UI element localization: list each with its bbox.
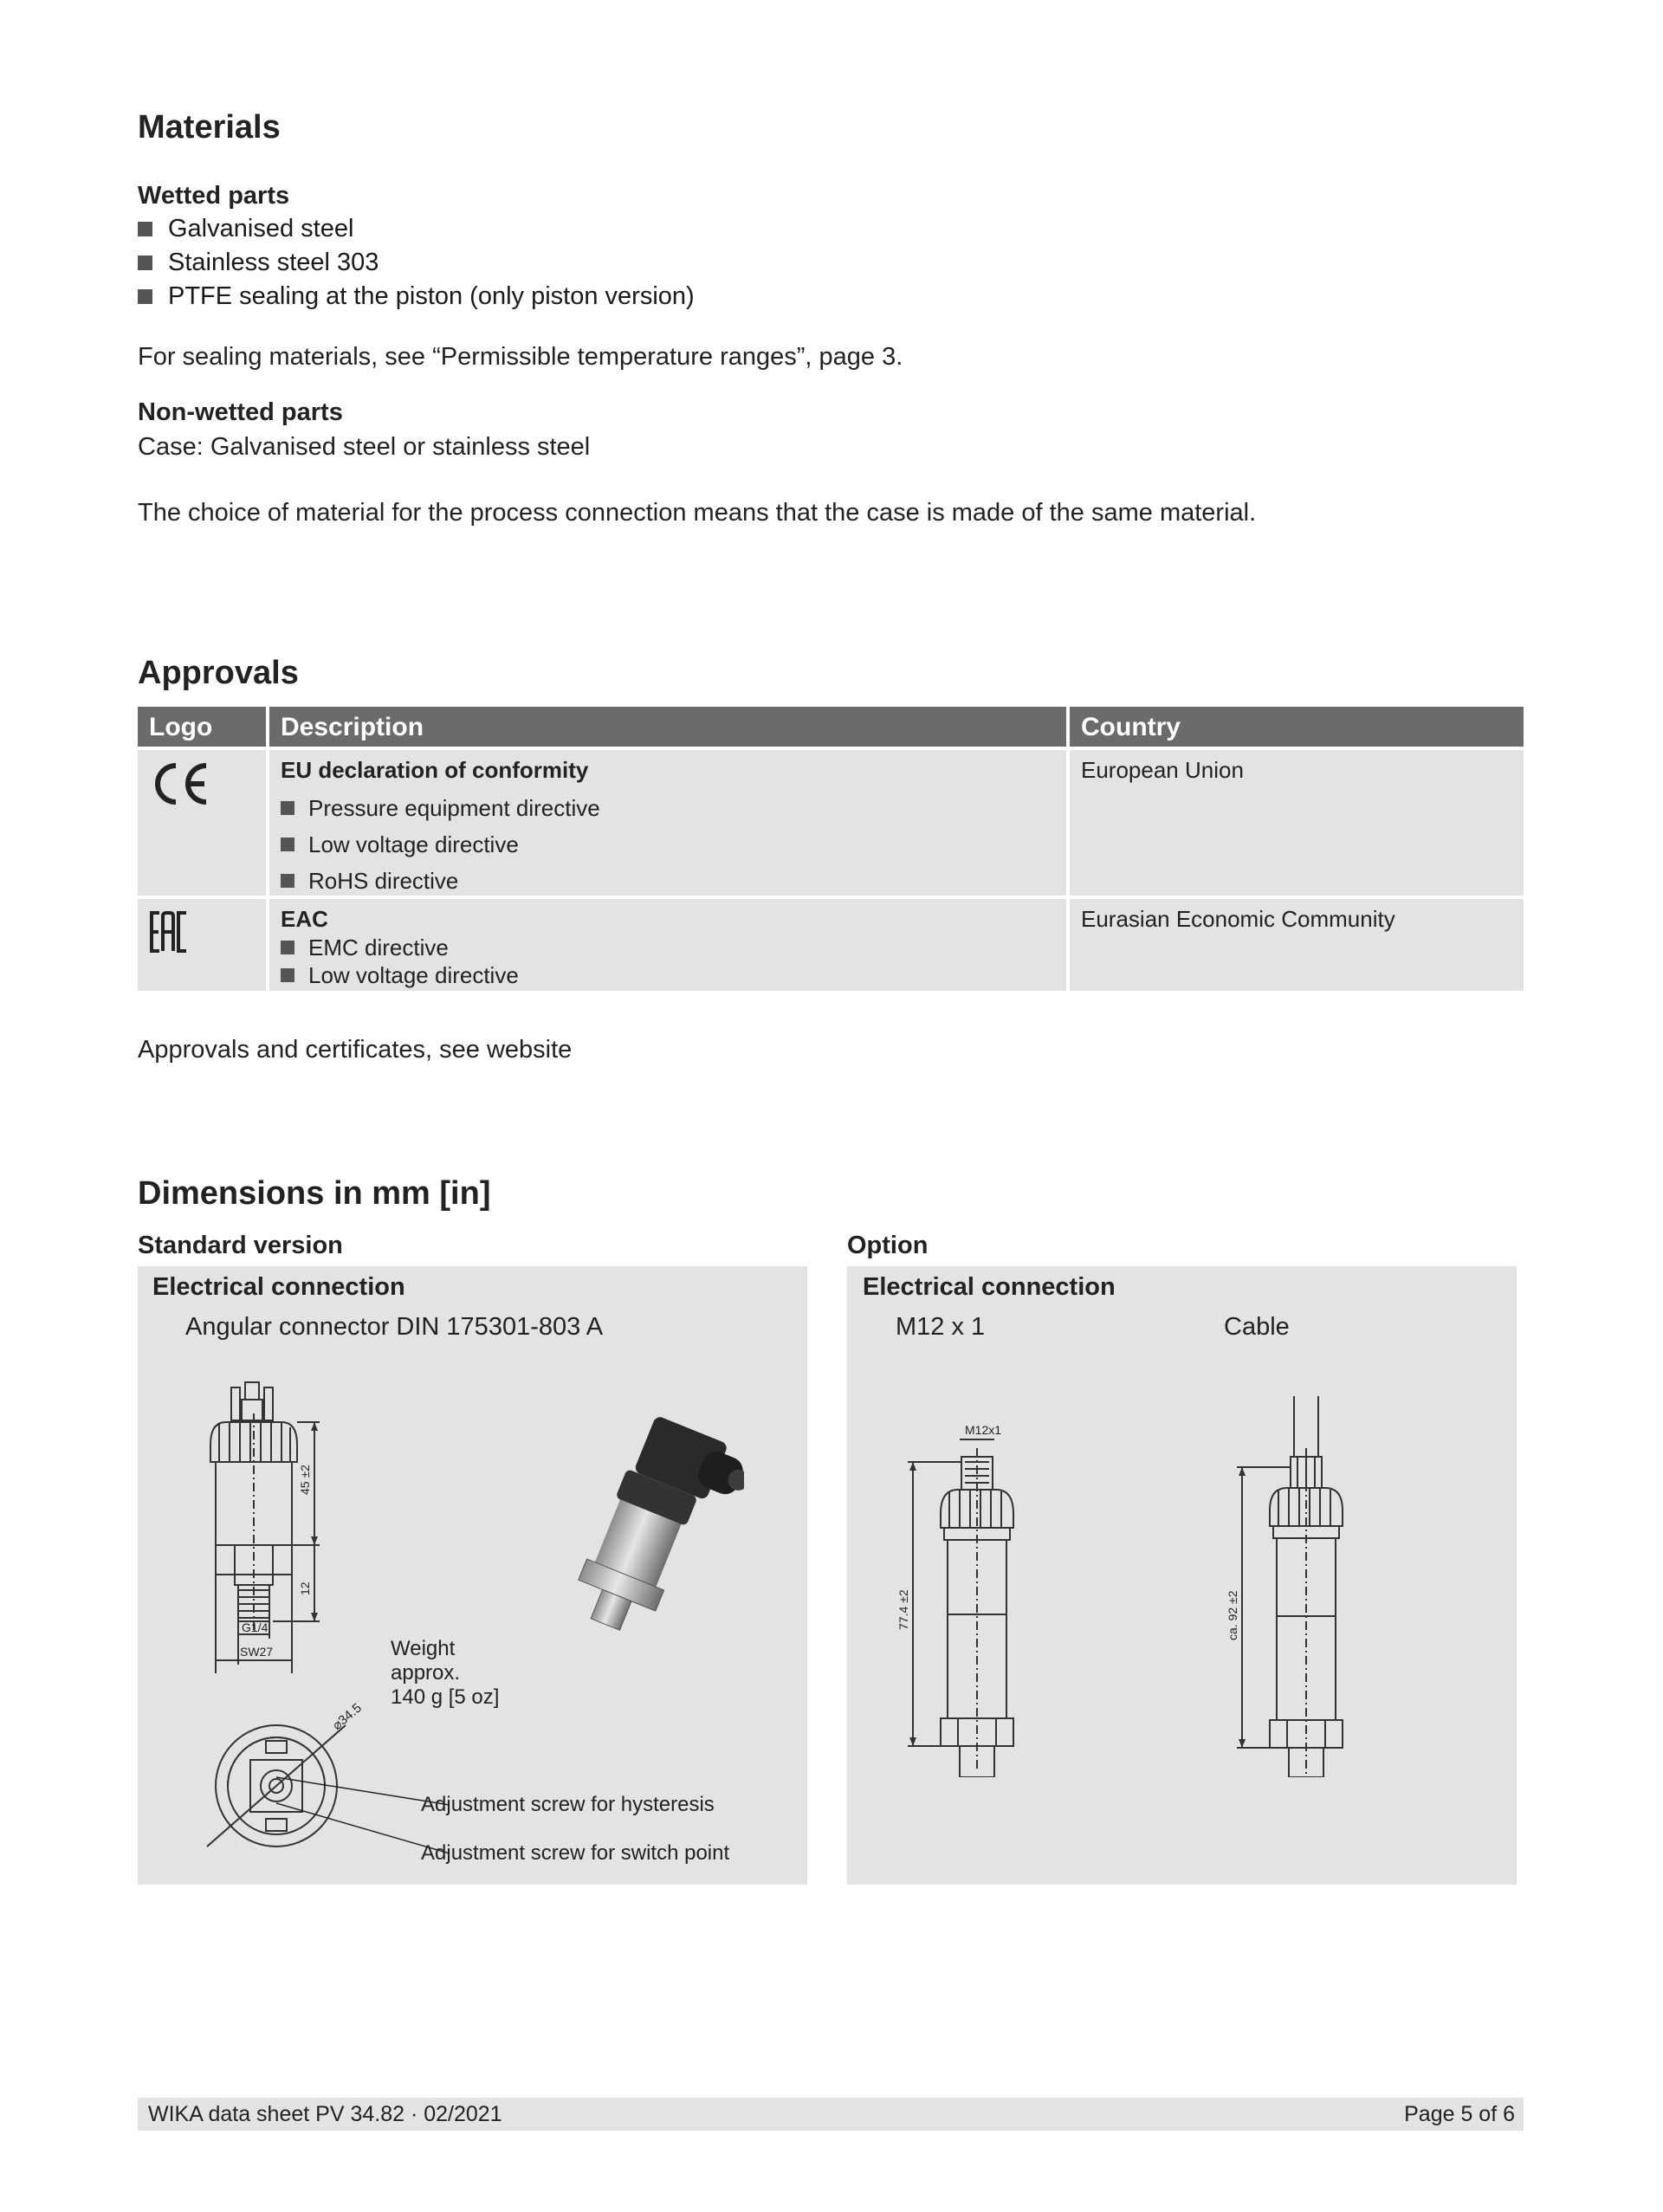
- list-item: Galvanised steel: [138, 212, 695, 246]
- table-cell-logo: [138, 899, 266, 991]
- table-header-logo: Logo: [138, 707, 266, 747]
- pressure-switch-photo: [553, 1413, 744, 1639]
- approval-title: EAC: [281, 906, 328, 932]
- list-item: Pressure equipment directive: [281, 790, 1055, 826]
- table-header-country: Country: [1070, 707, 1524, 747]
- bullet-square-icon: [138, 255, 152, 270]
- standard-version-panel: [138, 1266, 807, 1885]
- approvals-title: Approvals: [138, 655, 299, 691]
- variant-cable-label: Cable: [1224, 1313, 1290, 1341]
- table-cell-logo: [138, 750, 266, 896]
- dimension-label-cable: ca. 92 ±2: [1226, 1590, 1239, 1640]
- wrench-size-label: SW27: [240, 1645, 274, 1659]
- weight-info: Weight approx. 140 g [5 oz]: [391, 1637, 500, 1709]
- bullet-square-icon: [281, 874, 294, 888]
- ce-mark-icon: [149, 760, 211, 807]
- footer-page-number: Page 5 of 6: [1404, 2101, 1515, 2126]
- table-cell-description: [269, 899, 1066, 991]
- list-item: PTFE sealing at the piston (only piston version): [138, 280, 695, 314]
- connector-type: Angular connector DIN 175301-803 A: [185, 1313, 604, 1341]
- callout-hysteresis: Adjustment screw for hysteresis: [421, 1793, 715, 1816]
- option-label: Option: [847, 1232, 929, 1259]
- diameter-label: ⌀34.5: [329, 1700, 365, 1734]
- wetted-parts-list: [138, 212, 695, 314]
- panel-title: Electrical connection: [863, 1273, 1116, 1301]
- list-item: Low voltage directive: [281, 961, 1055, 989]
- list-item: Stainless steel 303: [138, 246, 695, 280]
- bullet-square-icon: [138, 222, 152, 236]
- materials-title: Materials: [138, 109, 281, 146]
- dimension-label-thread: 12: [298, 1581, 312, 1595]
- wetted-parts-title: Wetted parts: [138, 182, 290, 210]
- approval-title: EU declaration of conformity: [281, 757, 589, 783]
- table-header-description: Description: [269, 707, 1066, 747]
- non-wetted-parts-title: Non-wetted parts: [138, 398, 343, 426]
- bullet-square-icon: [281, 941, 294, 954]
- bullet-square-icon: [281, 968, 294, 982]
- dimensions-title: Dimensions in mm [in]: [138, 1175, 491, 1212]
- footer-document-id: WIKA data sheet PV 34.82 · 02/2021: [148, 2101, 502, 2126]
- table-cell-description: [269, 750, 1066, 896]
- eac-mark-icon: [149, 909, 194, 954]
- sealing-note: For sealing materials, see “Permissible temperature ranges”, page 3.: [138, 343, 903, 371]
- callout-switch-point: Adjustment screw for switch point: [421, 1841, 730, 1865]
- variant-m12-label: M12 x 1: [896, 1313, 986, 1341]
- table-cell-country: European Union: [1070, 750, 1524, 896]
- option-panel: [847, 1266, 1517, 1885]
- non-wetted-case: Case: Galvanised steel or stainless steel: [138, 433, 591, 461]
- cable-connector-drawing: [1220, 1396, 1393, 1777]
- bullet-square-icon: [281, 838, 294, 851]
- list-item: Low voltage directive: [281, 826, 1055, 863]
- bullet-square-icon: [138, 289, 152, 304]
- thread-label: G1/4: [242, 1620, 269, 1634]
- page-footer: [138, 2098, 1524, 2131]
- m12-connector-drawing: [890, 1413, 1064, 1777]
- m12-thread-label: M12x1: [965, 1423, 1002, 1437]
- approvals-note: Approvals and certificates, see website: [138, 1036, 573, 1064]
- list-item: EMC directive: [281, 934, 1055, 961]
- material-choice-note: The choice of material for the process connection means that the case is made of the same material.: [138, 499, 1257, 527]
- bullet-square-icon: [281, 801, 294, 815]
- dimension-label-height: 45 ±2: [298, 1465, 312, 1495]
- switch-side-view-drawing: [181, 1379, 354, 1682]
- dimension-label-m12: 77.4 ±2: [896, 1589, 910, 1630]
- table-cell-country: Eurasian Economic Community: [1070, 899, 1524, 991]
- panel-title: Electrical connection: [152, 1273, 405, 1301]
- standard-version-label: Standard version: [138, 1232, 343, 1259]
- list-item: RoHS directive: [281, 863, 1055, 899]
